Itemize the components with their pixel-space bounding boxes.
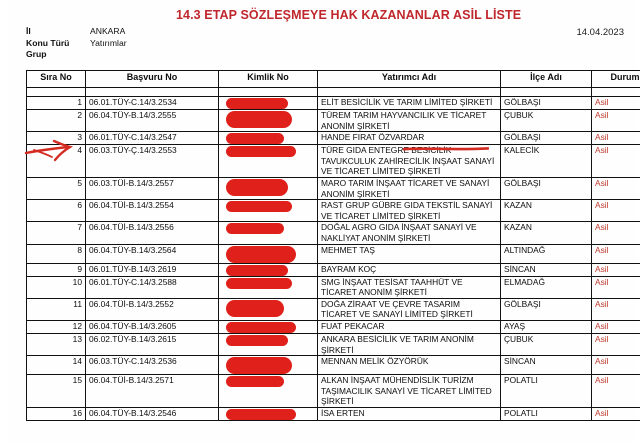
redaction-bar	[226, 265, 288, 276]
cell-sira-no: 13	[27, 333, 86, 355]
status-badge: Asil	[592, 320, 640, 333]
cell-ilce-adi: SİNCAN	[501, 356, 592, 375]
cell-basvuru-no: 06.04.TÜİ-B.14/3.2552	[86, 298, 219, 320]
cell-kimlik-no	[219, 145, 318, 178]
cell-basvuru-no: 06.01.TÜY-B.14/3.2619	[86, 263, 219, 276]
cell-ilce-adi: ALTINDAĞ	[501, 244, 592, 263]
cell-kimlik-no	[219, 298, 318, 320]
column-header-basvuru-no: Başvuru No	[86, 71, 219, 88]
cell-ilce-adi: ÇUBUK	[501, 110, 592, 132]
column-header-ilce-adi: İlçe Adı	[501, 71, 592, 88]
table-spacer-cell	[86, 88, 219, 97]
cell-basvuru-no: 06.04.TÜİ-B.14/3.2554	[86, 200, 219, 222]
cell-ilce-adi: KALECİK	[501, 145, 592, 178]
cell-kimlik-no	[219, 333, 318, 355]
status-badge: Asil	[592, 244, 640, 263]
status-badge: Asil	[592, 356, 640, 375]
cell-sira-no: 3	[27, 132, 86, 145]
cell-sira-no: 5	[27, 177, 86, 199]
cell-yatirimci-adi: TÜRE GIDA ENTEGRE BESİCİLİK TAVUKCULUK ZAHİRECİLİK İNŞAAT SANAYİ VE TİCARET LİMİTED ŞİRKETİ	[318, 145, 501, 178]
document-sheet	[8, 0, 640, 442]
cell-sira-no: 1	[27, 97, 86, 110]
cell-yatirimci-adi: MEHMET TAŞ	[318, 244, 501, 263]
table-row	[27, 177, 640, 199]
table-row	[27, 276, 640, 298]
cell-kimlik-no	[219, 356, 318, 375]
cell-basvuru-no: 06.01.TÜY-C.14/3.2534	[86, 97, 219, 110]
table-row	[27, 298, 640, 320]
document-meta	[26, 26, 127, 61]
cell-sira-no: 4	[27, 145, 86, 178]
table-row	[27, 97, 640, 110]
cell-yatirimci-adi: BAYRAM KOÇ	[318, 263, 501, 276]
beneficiary-table	[26, 70, 640, 421]
redaction-bar	[226, 133, 284, 144]
status-badge: Asil	[592, 222, 640, 244]
redaction-bar	[226, 111, 292, 128]
cell-ilce-adi: POLATLI	[501, 375, 592, 408]
cell-sira-no: 12	[27, 320, 86, 333]
redaction-bar	[226, 246, 296, 263]
column-header-yatirimci-adi: Yatırımcı Adı	[318, 71, 501, 88]
cell-yatirimci-adi: HANDE FIRAT ÖZVARDAR	[318, 132, 501, 145]
cell-ilce-adi: KAZAN	[501, 222, 592, 244]
cell-yatirimci-adi: TÜREM TARIM HAYVANCILIK VE TİCARET ANONİM ŞİRKETİ	[318, 110, 501, 132]
status-badge: Asil	[592, 97, 640, 110]
table-row	[27, 407, 640, 420]
cell-yatirimci-adi: ANKARA BESİCİLİK VE TARIM ANONİM ŞİRKETİ	[318, 333, 501, 355]
meta-value-konu-turu: Yatırımlar	[90, 37, 127, 48]
cell-yatirimci-adi: ELİT BESİCİLİK VE TARIM LİMİTED ŞİRKETİ	[318, 97, 501, 110]
cell-ilce-adi: AYAŞ	[501, 320, 592, 333]
table-row	[27, 333, 640, 355]
cell-sira-no: 10	[27, 276, 86, 298]
table-spacer-row	[27, 88, 640, 97]
cell-basvuru-no: 06.01.TÜY-C.14/3.2588	[86, 276, 219, 298]
table-row	[27, 244, 640, 263]
cell-ilce-adi: GÖLBAŞI	[501, 298, 592, 320]
cell-basvuru-no: 06.04.TÜY-B.14/3.2546	[86, 407, 219, 420]
meta-label-konu-turu: Konu Türü	[26, 37, 70, 48]
table-header	[27, 71, 640, 88]
cell-basvuru-no: 06.02.TÜY-B.14/3.2615	[86, 333, 219, 355]
status-badge: Asil	[592, 333, 640, 355]
redaction-bar	[226, 300, 284, 317]
cell-ilce-adi: SİNCAN	[501, 263, 592, 276]
table-row	[27, 222, 640, 244]
table-spacer-cell	[592, 88, 640, 97]
table-body	[27, 88, 640, 421]
cell-kimlik-no	[219, 110, 318, 132]
status-badge: Asil	[592, 110, 640, 132]
redaction-bar	[226, 335, 288, 346]
table-spacer-cell	[318, 88, 501, 97]
cell-sira-no: 14	[27, 356, 86, 375]
cell-sira-no: 8	[27, 244, 86, 263]
table-row	[27, 375, 640, 408]
redaction-bar	[226, 179, 288, 196]
cell-basvuru-no: 06.03.TÜY-C.14/3.2536	[86, 356, 219, 375]
status-badge: Asil	[592, 132, 640, 145]
column-header-sira-no: Sıra No	[27, 71, 86, 88]
cell-basvuru-no: 06.04.TÜİ-B.14/3.2556	[86, 222, 219, 244]
cell-kimlik-no	[219, 375, 318, 408]
status-badge: Asil	[592, 263, 640, 276]
redaction-bar	[226, 223, 284, 234]
cell-sira-no: 7	[27, 222, 86, 244]
table-spacer-cell	[219, 88, 318, 97]
table-row	[27, 320, 640, 333]
cell-basvuru-no: 06.04.TÜY-B.14/3.2564	[86, 244, 219, 263]
cell-kimlik-no	[219, 407, 318, 420]
cell-kimlik-no	[219, 263, 318, 276]
table-row	[27, 263, 640, 276]
column-header-durum: Durum	[592, 71, 640, 88]
table-row	[27, 110, 640, 132]
cell-yatirimci-adi: MENNAN MELİK ÖZYÖRÜK	[318, 356, 501, 375]
meta-row-il	[26, 26, 127, 38]
cell-yatirimci-adi: MARO TARIM İNŞAAT TİCARET VE SANAYİ ANONİM ŞİRKETİ	[318, 177, 501, 199]
redaction-bar	[226, 357, 292, 374]
cell-yatirimci-adi: ALKAN İNŞAAT MÜHENDİSLİK TURİZM TAŞIMACILIK SANAYİ VE TİCARET LİMİTED ŞİRKETİ	[318, 375, 501, 408]
redaction-bar	[226, 201, 292, 212]
document-date: 14.04.2023	[576, 27, 624, 38]
cell-kimlik-no	[219, 222, 318, 244]
cell-ilce-adi: KAZAN	[501, 200, 592, 222]
cell-kimlik-no	[219, 97, 318, 110]
cell-ilce-adi: GÖLBAŞI	[501, 132, 592, 145]
table-row	[27, 200, 640, 222]
cell-kimlik-no	[219, 177, 318, 199]
status-badge: Asil	[592, 145, 640, 178]
cell-yatirimci-adi: DOĞA ZİRAAT VE ÇEVRE TASARIM TİCARET VE SANAYİ LİMİTED ŞİRKETİ	[318, 298, 501, 320]
cell-ilce-adi: POLATLI	[501, 407, 592, 420]
status-badge: Asil	[592, 298, 640, 320]
cell-basvuru-no: 06.04.TÜY-B.14/3.2555	[86, 110, 219, 132]
table-spacer-cell	[501, 88, 592, 97]
cell-basvuru-no: 06.03.TÜY-Ç.14/3.2553	[86, 145, 219, 178]
cell-yatirimci-adi: FUAT PEKACAR	[318, 320, 501, 333]
redaction-bar	[226, 146, 296, 157]
redaction-bar	[226, 278, 292, 289]
column-header-kimlik-no: Kimlik No	[219, 71, 318, 88]
meta-value-il: ANKARA	[90, 26, 126, 36]
meta-row-grup	[26, 49, 127, 61]
cell-kimlik-no	[219, 276, 318, 298]
cell-sira-no: 6	[27, 200, 86, 222]
page-title: 14.3 ETAP SÖZLEŞMEYE HAK KAZANANLAR ASİL LİSTE	[176, 8, 522, 22]
table-spacer-cell	[27, 88, 86, 97]
status-badge: Asil	[592, 407, 640, 420]
cell-basvuru-no: 06.01.TÜY-C.14/3.2547	[86, 132, 219, 145]
table-row	[27, 145, 640, 178]
meta-label-il: İl	[26, 26, 31, 36]
status-badge: Asil	[592, 375, 640, 408]
redaction-bar	[226, 409, 296, 420]
cell-yatirimci-adi: İSA ERTEN	[318, 407, 501, 420]
cell-sira-no: 16	[27, 407, 86, 420]
cell-sira-no: 2	[27, 110, 86, 132]
cell-sira-no: 9	[27, 263, 86, 276]
cell-kimlik-no	[219, 244, 318, 263]
cell-ilce-adi: GÖLBAŞI	[501, 177, 592, 199]
cell-sira-no: 11	[27, 298, 86, 320]
cell-basvuru-no: 06.03.TÜİ-B.14/3.2557	[86, 177, 219, 199]
cell-ilce-adi: GÖLBAŞI	[501, 97, 592, 110]
cell-basvuru-no: 06.04.TÜY-B.14/3.2605	[86, 320, 219, 333]
meta-row-konu-turu	[26, 38, 127, 50]
cell-basvuru-no: 06.04.TÜİ-B.14/3.2571	[86, 375, 219, 408]
cell-kimlik-no	[219, 200, 318, 222]
status-badge: Asil	[592, 276, 640, 298]
status-badge: Asil	[592, 177, 640, 199]
table-row	[27, 356, 640, 375]
redaction-bar	[226, 322, 296, 333]
table-header-row	[27, 71, 640, 88]
cell-kimlik-no	[219, 132, 318, 145]
cell-yatirimci-adi: DOĞAL AGRO GIDA İNŞAAT SANAYİ VE NAKLİYAT ANONİM ŞİRKETİ	[318, 222, 501, 244]
status-badge: Asil	[592, 200, 640, 222]
cell-ilce-adi: ELMADAĞ	[501, 276, 592, 298]
redaction-bar	[226, 376, 284, 387]
cell-sira-no: 15	[27, 375, 86, 408]
cell-ilce-adi: ÇUBUK	[501, 333, 592, 355]
cell-yatirimci-adi: RAST GRUP GÜBRE GIDA TEKSTİL SANAYİ VE TİCARET LİMİTED ŞİRKETİ	[318, 200, 501, 222]
redaction-bar	[226, 98, 288, 109]
cell-yatirimci-adi: SMG İNŞAAT TESİSAT TAAHHÜT VE TİCARET ANONİM ŞİRKETİ	[318, 276, 501, 298]
cell-kimlik-no	[219, 320, 318, 333]
table-row	[27, 132, 640, 145]
meta-label-grup: Grup	[26, 49, 47, 60]
